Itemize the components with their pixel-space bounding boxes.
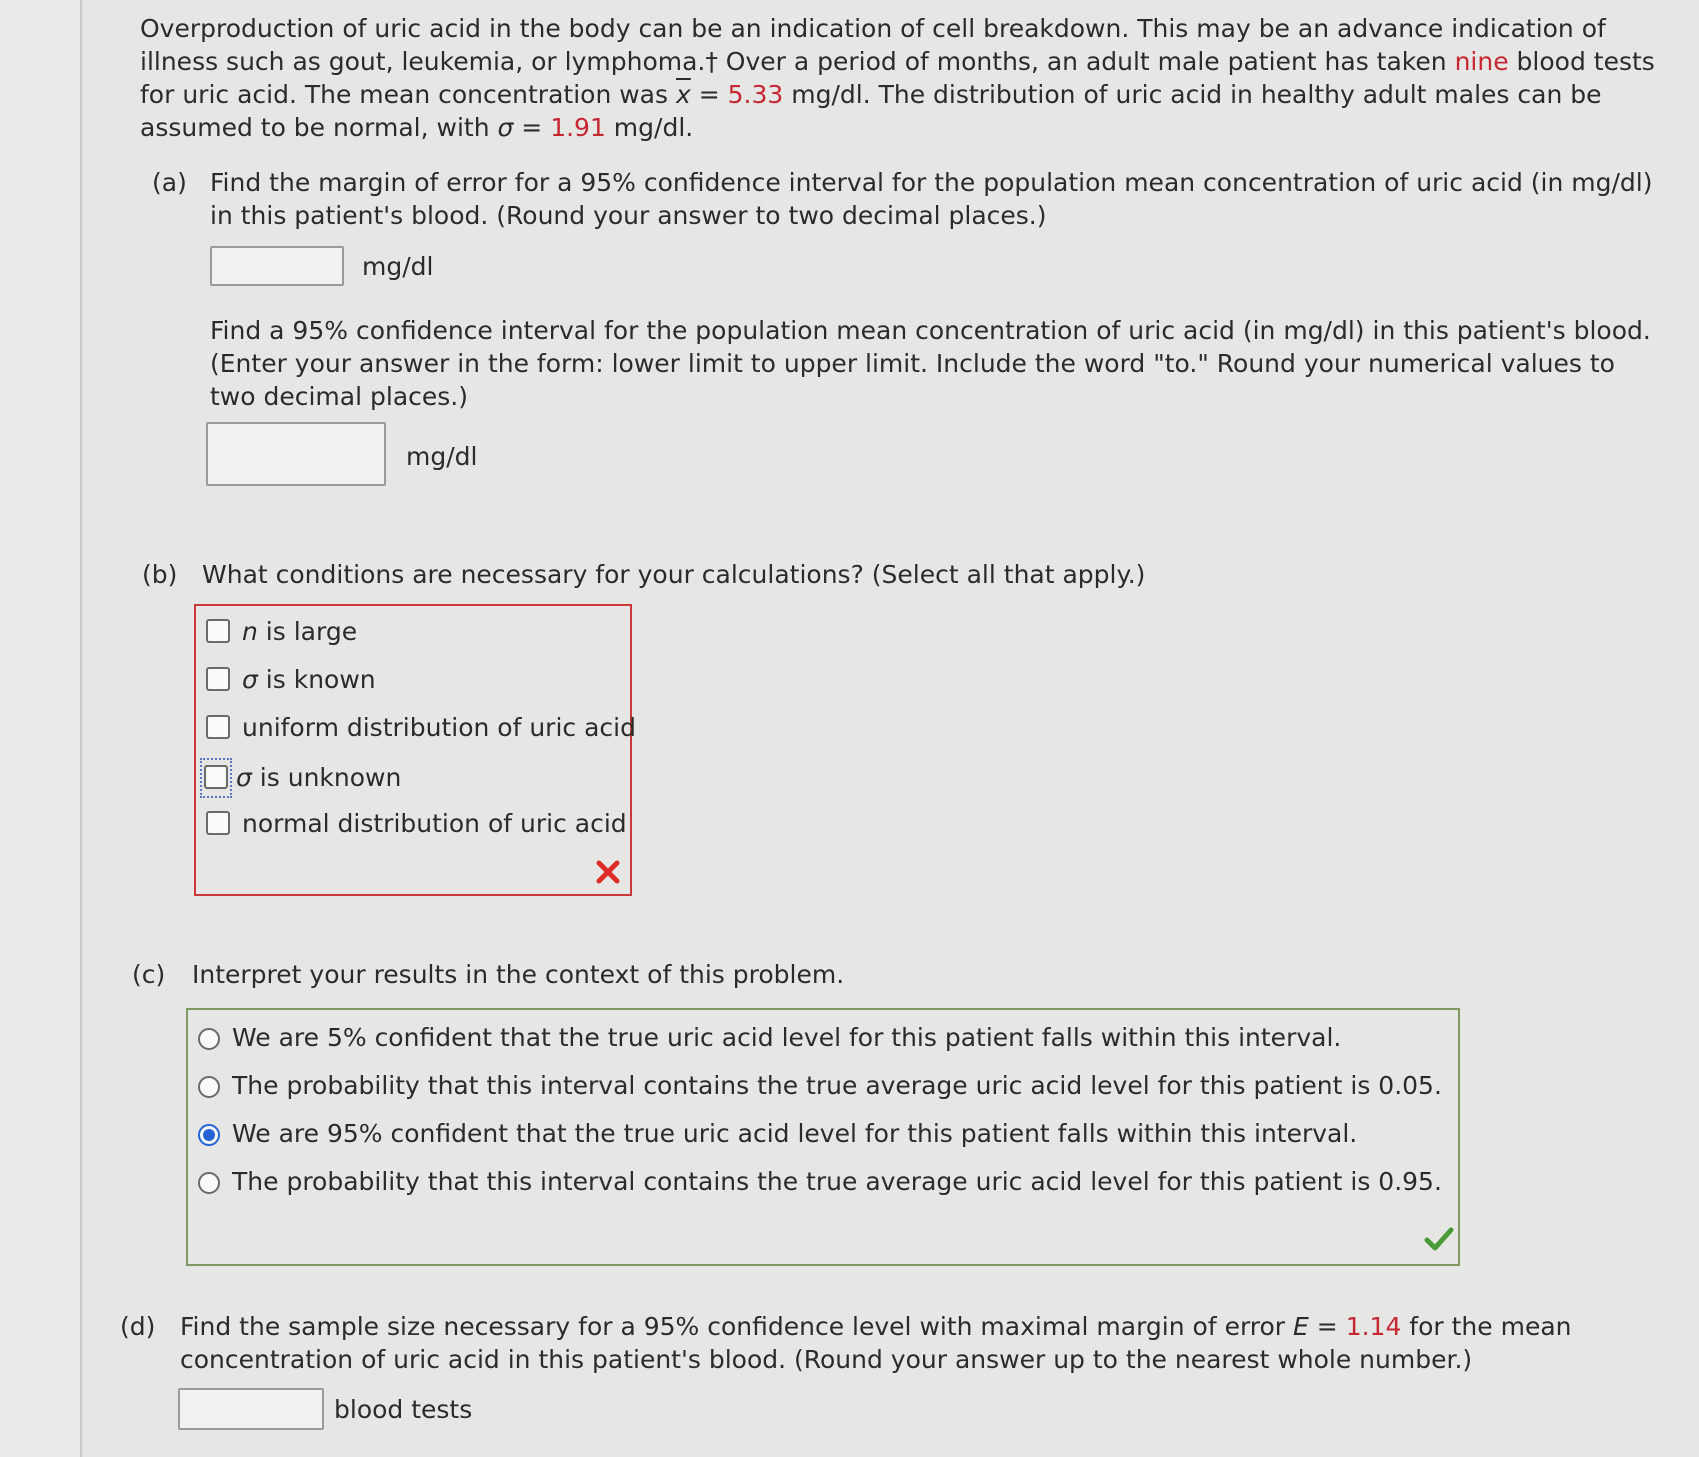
equals-sign: = <box>513 113 551 142</box>
option-label: The probability that this interval contains the true average uric acid level for this patient is 0.95. <box>232 1167 1442 1196</box>
part-a-question-2: Find a 95% confidence interval for the population mean concentration of uric acid (in mg/dl) in this patient's blood. (Enter your answer in the form: lower limit to upper limit. Include the word "to." Round your numerical values to two decimal places.) <box>210 316 1651 411</box>
focus-ring <box>200 758 232 798</box>
sigma-symbol: σ <box>242 665 258 694</box>
option-label: The probability that this interval contains the true average uric acid level for this patient is 0.05. <box>232 1071 1442 1100</box>
sample-size-input[interactable] <box>178 1388 324 1430</box>
intro-text: mg/dl. The distribution of uric acid in healthy adult males can be assumed to be normal, with <box>140 80 1602 142</box>
option-label: We are 5% confident that the true uric acid level for this patient falls within this interval. <box>232 1023 1342 1052</box>
sigma-symbol: σ <box>497 113 514 142</box>
option-probability-0-05[interactable] <box>198 1070 1442 1102</box>
sample-size-unit: blood tests <box>334 1395 473 1424</box>
part-a-question-1: Find the margin of error for a 95% confidence interval for the population mean concentration of uric acid (in mg/dl) in this patient's blood. (Round your answer to two decimal places.) <box>210 168 1653 230</box>
confidence-interval-unit: mg/dl <box>406 442 478 471</box>
option-label: uniform distribution of uric acid <box>242 713 636 742</box>
option-label: is large <box>257 617 358 646</box>
option-probability-0-95[interactable] <box>198 1166 1442 1198</box>
radio-button-selected[interactable] <box>198 1124 220 1146</box>
part-a-label: (a) <box>152 168 187 197</box>
question-text: for the mean concentration of uric acid in this patient's blood. (Round your answer up to the nearest whole number.) <box>180 1312 1572 1374</box>
left-margin-panel <box>0 0 82 1457</box>
margin-of-error-input[interactable] <box>210 246 344 286</box>
option-95pct-confident[interactable] <box>198 1118 1357 1150</box>
check-mark-icon <box>1424 1226 1454 1252</box>
interpretation-answer-box <box>186 1008 1460 1266</box>
option-label: is known <box>257 665 376 694</box>
sigma-value: 1.91 <box>550 113 606 142</box>
checkbox[interactable] <box>206 619 230 643</box>
sample-count: nine <box>1454 47 1509 76</box>
checkbox[interactable] <box>206 715 230 739</box>
option-uniform-distribution[interactable] <box>206 712 636 744</box>
xbar-symbol: $\overline{x}$ <box>675 80 691 109</box>
margin-of-error-unit: mg/dl <box>362 252 434 281</box>
x-mark-icon <box>596 860 620 884</box>
checkbox[interactable] <box>206 811 230 835</box>
equals-sign: = <box>1308 1312 1346 1341</box>
intro-text: Overproduction of uric acid in the body can be an indication of cell breakdown. This may be an advance indication of illness such as gout, leukemia, or lymphoma.† Over a period of months, an adult male patient has taken <box>140 14 1606 76</box>
checkbox[interactable] <box>206 667 230 691</box>
equals-sign: = <box>690 80 728 109</box>
intro-text: blood tests for uric acid. The mean concentration was <box>140 47 1655 109</box>
checkbox[interactable] <box>204 765 228 789</box>
part-c-question: Interpret your results in the context of this problem. <box>192 960 845 989</box>
n-symbol: n <box>242 617 258 646</box>
e-symbol: E <box>1293 1312 1309 1341</box>
part-c-label: (c) <box>132 960 166 989</box>
sigma-symbol: σ <box>236 763 252 792</box>
option-sigma-is-unknown[interactable] <box>206 758 401 798</box>
sample-mean-value: 5.33 <box>727 80 784 109</box>
option-label: normal distribution of uric acid <box>242 809 627 838</box>
option-5pct-confident[interactable] <box>198 1022 1341 1054</box>
part-b-label: (b) <box>142 560 178 589</box>
option-sigma-is-known[interactable] <box>206 664 376 696</box>
option-n-is-large[interactable] <box>206 616 357 648</box>
part-d-label: (d) <box>120 1312 156 1341</box>
radio-button[interactable] <box>198 1028 220 1050</box>
option-label: We are 95% confident that the true uric acid level for this patient falls within this interval. <box>232 1119 1358 1148</box>
radio-button[interactable] <box>198 1076 220 1098</box>
option-normal-distribution[interactable] <box>206 808 627 840</box>
margin-of-error-value: 1.14 <box>1345 1312 1402 1341</box>
option-label: is unknown <box>251 763 402 792</box>
confidence-interval-input[interactable] <box>206 422 386 486</box>
part-d-question <box>180 1310 1600 1376</box>
intro-text: mg/dl. <box>605 113 694 142</box>
conditions-answer-box <box>194 604 636 896</box>
radio-button[interactable] <box>198 1172 220 1194</box>
question-text: Find the sample size necessary for a 95% confidence level with maximal margin of error <box>180 1312 1294 1341</box>
problem-statement <box>140 12 1660 144</box>
part-b-question: What conditions are necessary for your calculations? (Select all that apply.) <box>202 560 1146 589</box>
